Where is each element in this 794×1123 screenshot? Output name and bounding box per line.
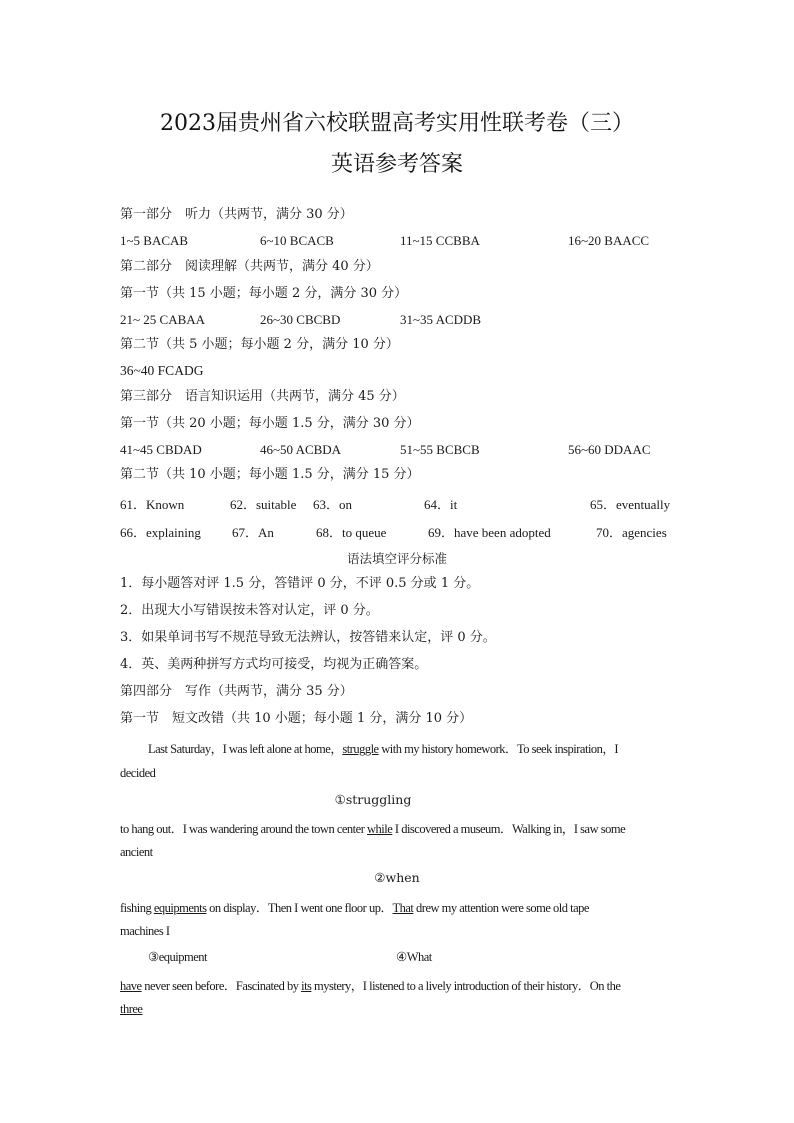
part3-section1-heading: 第一节（共 20 小题；每小题 1.5 分，满分 30 分）	[120, 416, 420, 431]
part4-section1-heading: 第一节 短文改错（共 10 小题；每小题 1 分，满分 10 分）	[120, 711, 473, 726]
correction-note: ④What	[396, 950, 432, 964]
part2-section2-heading: 第二节（共 5 小题；每小题 2 分，满分 10 分）	[120, 337, 399, 352]
answer-item: 67．An	[232, 525, 274, 540]
part2-section2-answers: 36~40 FCADG	[120, 363, 204, 378]
essay-text: never seen before．Fascinated by	[141, 979, 302, 993]
rubric-title: 语法填空评分标准	[346, 551, 447, 566]
part4-heading: 第四部分 写作（共两节，满分 35 分）	[120, 684, 353, 699]
answer-group: 31~35 ACDDB	[400, 312, 482, 327]
error-word: three	[120, 1002, 143, 1016]
answer-item: 68．to queue	[316, 525, 387, 540]
answer-group: 1~5 BACAB	[120, 233, 189, 248]
answer-group: 6~10 BCACB	[260, 233, 334, 248]
correction-note: ①struggling	[334, 792, 412, 807]
essay-line	[120, 1002, 676, 1017]
answer-item: 62．suitable	[230, 497, 297, 512]
part3-section2-heading: 第二节（共 10 小题；每小题 1.5 分，满分 15 分）	[120, 467, 420, 482]
part1-answers-row	[120, 233, 680, 249]
part2-section1-heading: 第一节（共 15 小题；每小题 2 分，满分 30 分）	[120, 286, 408, 301]
essay-text: on display．Then I went one floor up．	[206, 901, 393, 915]
answer-item: 63．on	[313, 497, 353, 512]
answer-item: 64．it	[424, 497, 458, 512]
answer-group: 11~15 CCBBA	[400, 233, 480, 248]
error-word: its	[301, 979, 312, 993]
essay-line	[120, 819, 676, 837]
part3-section2-answers-row-2	[120, 522, 680, 538]
essay-text: I discovered a museum．Walking in，I saw some	[392, 822, 626, 836]
part1-heading: 第一部分 听力（共两节，满分 30 分）	[120, 207, 353, 222]
answer-item: 65．eventually	[590, 497, 671, 512]
essay-line	[120, 898, 676, 916]
error-word: while	[367, 822, 393, 836]
page-subtitle: 英语参考答案	[330, 152, 463, 177]
answer-group: 21~ 25 CABAA	[120, 312, 206, 327]
essay-text: Last Saturday，I was left alone at home，	[148, 742, 343, 756]
essay-text: with my history homework．To seek inspiration，I	[378, 742, 619, 756]
essay-text: fishing	[120, 901, 154, 915]
answer-group: 46~50 ACBDA	[260, 442, 342, 457]
answer-group: 41~45 CBDAD	[120, 442, 202, 457]
rubric-item: 2．出现大小写错误按未答对认定，评 0 分。	[120, 603, 379, 618]
essay-line	[120, 976, 676, 994]
answer-item: 70．agencies	[596, 525, 667, 540]
answer-group: 26~30 CBCBD	[260, 312, 341, 327]
answer-item: 61．Known	[120, 497, 185, 512]
answer-item: 69．have been adopted	[428, 525, 551, 540]
essay-text: drew my attention were some old tape	[413, 901, 589, 915]
page-title: 2023届贵州省六校联盟高考实用性联考卷（三）	[160, 111, 634, 136]
error-word: equipments	[153, 901, 207, 915]
answer-item: 66．explaining	[120, 525, 201, 540]
part3-section2-answers-row-1	[120, 494, 680, 510]
part3-heading: 第三部分 语言知识运用（共两节，满分 45 分）	[120, 389, 405, 404]
essay-line: ancient	[120, 845, 153, 859]
error-word: have	[120, 979, 142, 993]
rubric-item: 4．英、美两种拼写方式均可接受，均视为正确答案。	[120, 657, 428, 672]
correction-note: ②when	[374, 870, 420, 885]
answer-group: 56~60 DDAAC	[568, 442, 651, 457]
correction-note: ③equipment	[148, 950, 207, 964]
error-word: struggle	[342, 742, 379, 756]
answer-group: 51~55 BCBCB	[400, 442, 480, 457]
rubric-item: 1．每小题答对评 1.5 分，答错评 0 分，不评 0.5 分或 1 分。	[120, 576, 480, 591]
rubric-item: 3．如果单词书写不规范导致无法辨认，按答错来认定，评 0 分。	[120, 630, 496, 645]
error-word: That	[392, 901, 414, 915]
part2-heading: 第二部分 阅读理解（共两节，满分 40 分）	[120, 259, 379, 274]
essay-line: machines I	[120, 924, 170, 938]
essay-line: decided	[120, 766, 156, 780]
essay-text: to hang out．I was wandering around the town center	[120, 822, 367, 836]
part2-section1-answers-row	[120, 312, 680, 328]
essay-text: mystery，I listened to a lively introduction of their history．On the	[311, 979, 621, 993]
essay-line	[148, 739, 676, 757]
part3-section1-answers-row	[120, 442, 680, 458]
answer-group: 16~20 BAACC	[568, 233, 650, 248]
